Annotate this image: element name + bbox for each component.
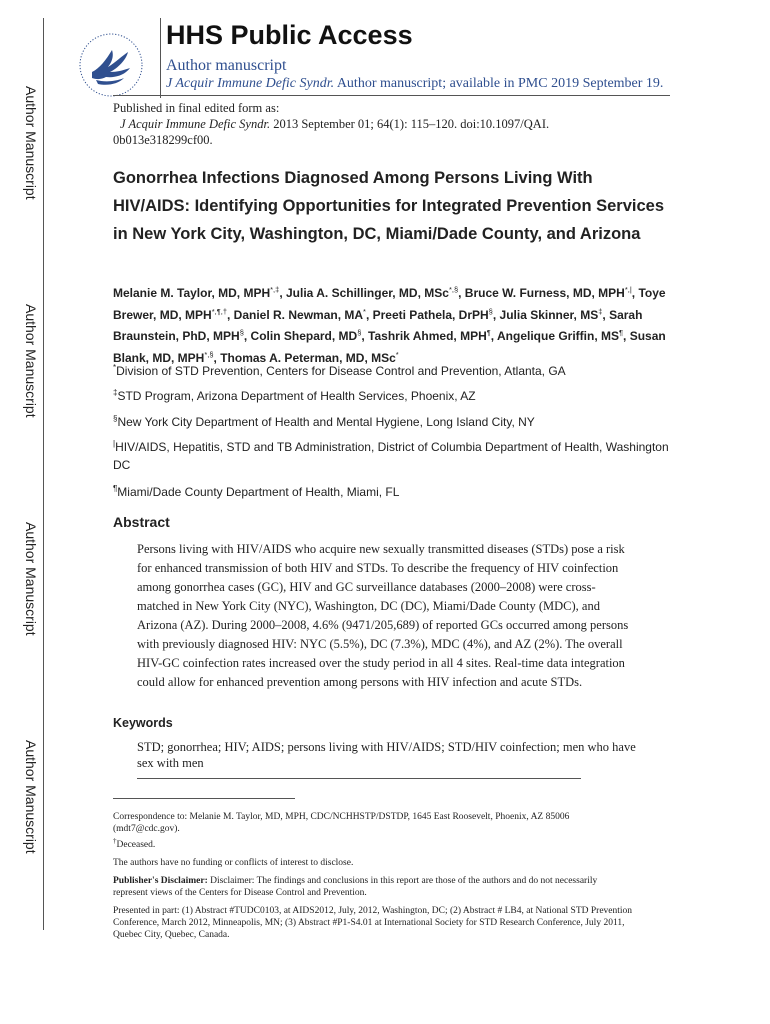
author-affiliation-mark: * (395, 349, 399, 359)
header-divider (160, 18, 161, 98)
journal-name: J Acquir Immune Defic Syndr. (166, 76, 335, 91)
side-label-author-manuscript-3: Author Manuscript (23, 522, 39, 636)
affiliation-item (113, 410, 673, 431)
author-affiliation-mark: *,‡ (270, 285, 280, 294)
deceased-mark: † (113, 837, 117, 845)
author-affiliation-mark: *,¶,† (211, 306, 227, 316)
author-affiliation-mark: *,| (624, 285, 632, 294)
author-affiliation-mark: * (363, 306, 366, 316)
author-name: Daniel R. Newman, MA (233, 307, 364, 322)
footnotes (113, 811, 633, 947)
author-affiliation-mark: § (488, 306, 493, 316)
affiliation-mark: ‡ (113, 388, 118, 397)
author-name: Angelique Griffin, MS (497, 329, 619, 343)
published-citation-text: 2013 September 01; 64(1): 115–120. doi:10.1097/QAI. (270, 117, 550, 131)
article-title: Gonorrhea Infections Diagnosed Among Persons Living With HIV/AIDS: Identifying Opportunities for Integrated Prevention Services in New York City, Washington, DC, Miami/Dade County, and Arizona (113, 169, 665, 243)
author-separator: , (361, 329, 369, 343)
author-name: Sarah Braunstein, PhD, MPH (113, 307, 643, 343)
author-affiliation-mark: *,§ (204, 349, 214, 359)
funding-note: The authors have no funding or conflicts of interest to disclose. (113, 858, 354, 869)
footnote-rule (113, 798, 295, 799)
availability-text: Author manuscript; available in PMC 2019 September 19. (334, 76, 664, 91)
author-list (113, 281, 673, 367)
keywords-heading: Keywords (113, 716, 173, 730)
side-label-author-manuscript-2: Author Manuscript (23, 304, 39, 418)
correspondence-note: Correspondence to: Melanie M. Taylor, MD, MPH, CDC/NCHHSTP/DSTDP, 1645 East Roosevelt, Phoenix, AZ 85006 (mdt7@cdc.gov). (113, 812, 570, 834)
side-label-author-manuscript-4: Author Manuscript (23, 740, 39, 854)
journal-availability (166, 76, 663, 92)
abstract-heading: Abstract (113, 514, 170, 530)
published-doi-line2: 0b013e318299cf00. (113, 133, 213, 147)
author-separator: , (602, 307, 610, 322)
author-separator: , (213, 350, 221, 365)
author-affiliation-mark: *,§ (448, 285, 459, 294)
author-name: Toye Brewer, MD, MPH (113, 286, 666, 322)
affiliation-text: HIV/AIDS, Hepatitis, STD and TB Administration, District of Columbia Department of Health, Washington DC (113, 440, 669, 472)
affiliation-mark: | (113, 439, 116, 448)
affiliation-item (113, 480, 673, 501)
keywords-text: STD; gonorrhea; HIV; AIDS; persons living with HIV/AIDS; STD/HIV coinfection; men who have sex with men (137, 740, 636, 770)
author-affiliation-mark: § (357, 328, 362, 337)
affiliation-item (113, 384, 673, 405)
affiliation-text: New York City Department of Health and Mental Hygiene, Long Island City, NY (117, 415, 535, 429)
author-name: Susan Blank, MD, MPH (113, 329, 666, 365)
side-label-author-manuscript-1: Author Manuscript (23, 86, 39, 200)
author-separator: , (492, 307, 500, 322)
affiliation-mark: * (113, 363, 117, 372)
author-name: Julia Skinner, MS (499, 307, 599, 322)
affiliation-mark: ¶ (113, 484, 118, 493)
author-name: Bruce W. Furness, MD, MPH (464, 286, 625, 300)
affiliation-item (113, 359, 673, 380)
author-affiliation-mark: § (239, 328, 244, 337)
affiliation-mark: § (113, 414, 118, 423)
author-separator: , (227, 307, 234, 322)
author-affiliation-mark: ¶ (486, 328, 491, 337)
disclaimer-note: Publisher's Disclaimer: Disclaimer: The findings and conclusions in this report are those of the authors and do not necessarily represent views of the Centers for Disease Control and Prevention. (113, 876, 598, 899)
affiliation-text: STD Program, Arizona Department of Health Services, Phoenix, AZ (117, 389, 476, 403)
affiliation-text: Miami/Dade County Department of Health, Miami, FL (117, 485, 400, 499)
author-separator: , (623, 329, 630, 343)
deceased-note: †Deceased. (113, 837, 156, 851)
presented-note: Presented in part: (1) Abstract #TUDC0103, at AIDS2012, July, 2012, Washington, DC; (2) Abstract # LB4, at National STD Prevention Conference, March 2012, Minneapolis, MN; (3) Abstract #P1-S4.01 at International Society for STD Research Conference, July 2011, Quebec City, Quebec, Canada. (113, 906, 633, 941)
published-label: Published in final edited form as: (113, 101, 280, 115)
affiliation-item (113, 435, 673, 474)
hhs-eagle-logo-icon (78, 32, 144, 98)
author-affiliation-mark: ¶ (619, 328, 624, 337)
affiliation-text: Division of STD Prevention, Centers for Disease Control and Prevention, Atlanta, GA (116, 364, 566, 378)
author-separator: , (365, 307, 373, 322)
author-name: Preeti Pathela, DrPH (372, 307, 489, 322)
author-affiliation-mark: ‡ (598, 306, 603, 316)
published-citation (113, 100, 549, 148)
author-separator: , (490, 329, 497, 343)
disclaimer-label: Publisher's Disclaimer: (113, 876, 208, 887)
author-name: Colin Shepard, MD (250, 329, 358, 343)
margin-rule (43, 18, 44, 930)
author-name: Thomas A. Peterman, MD, MSc (220, 350, 396, 365)
header-rule (113, 95, 670, 96)
author-separator: , (243, 329, 251, 343)
author-name: Julia A. Schillinger, MD, MSc (286, 286, 449, 300)
abstract-text: Persons living with HIV/AIDS who acquire new sexually transmitted diseases (STDs) pose a risk for enhanced transmission of both HIV and STDs. To describe the frequency of HIV coinfection among gonorrhea cases (GC), HIV and GC surveillance databases (2000–2008) were cross-matched in New York City (NYC), Washington, DC (DC), Miami/Dade County (MDC), and Arizona (AZ). During 2000–2008, 4.6% (9471/205,689) of reported GCs occurred among persons with previously diagnosed HIV: NYC (5.5%), DC (7.3%), MDC (4%), and AZ (2%). The overall HIV-GC coinfection rates increased over the study period in all 4 sites. Real-time data integration could allow for enhanced prevention among persons with HIV infection and acute STDs. (137, 542, 629, 689)
author-name: Tashrik Ahmed, MPH (368, 329, 487, 343)
published-journal: J Acquir Immune Defic Syndr. (120, 117, 271, 131)
author-separator: , (458, 286, 465, 300)
keywords-rule (137, 778, 581, 779)
author-name: Melanie M. Taylor, MD, MPH (113, 286, 271, 300)
author-separator: , (279, 286, 286, 300)
hhs-public-access-title: HHS Public Access (166, 20, 413, 50)
author-separator: , (631, 286, 639, 300)
author-manuscript-label: Author manuscript (166, 57, 287, 74)
